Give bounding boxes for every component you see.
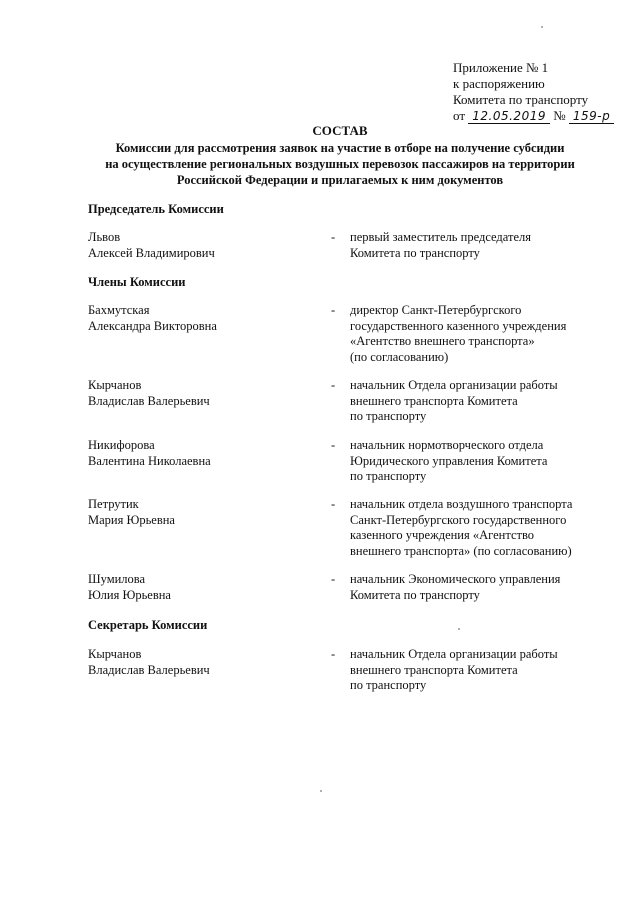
position-line: Комитета по транспорту	[350, 245, 480, 260]
appendix-line-1: Приложение № 1	[453, 60, 549, 75]
title-line-1: Комиссии для рассмотрения заявок на участие в отборе на получение субсидии	[115, 141, 565, 155]
given-names: Алексей Владимирович	[88, 245, 215, 260]
position-line: внешнего транспорта Комитета	[350, 662, 518, 677]
given-names: Валентина Николаевна	[88, 453, 211, 468]
title-heading: СОСТАВ	[312, 123, 368, 138]
appendix-line-3: Комитета по транспорту	[453, 92, 589, 107]
position-line: Комитета по транспорту	[350, 587, 480, 602]
person-position	[350, 647, 610, 694]
person-position	[350, 378, 610, 425]
person-name	[88, 572, 318, 603]
position-line: по транспорту	[350, 678, 427, 692]
person-name	[88, 378, 318, 409]
date-prefix: от	[453, 108, 466, 123]
number-prefix: №	[553, 108, 566, 123]
person-name	[88, 647, 318, 678]
document-title	[40, 123, 640, 188]
dash-separator: -	[331, 378, 336, 392]
person-name	[88, 497, 318, 528]
given-names: Владислав Валерьевич	[88, 393, 210, 408]
dash-separator: -	[331, 230, 336, 244]
position-line: по транспорту	[350, 409, 427, 423]
position-line: по транспорту	[350, 469, 427, 483]
title-line-2: на осуществление региональных воздушных перевозок пассажиров на территории	[105, 157, 575, 171]
position-line: государственного казенного учреждения	[350, 318, 567, 333]
person-name	[88, 230, 318, 261]
given-names: Мария Юрьевна	[88, 512, 175, 527]
position-line: внешнего транспорта Комитета	[350, 393, 518, 408]
position-line: первый заместитель председателя	[350, 230, 531, 244]
dash-separator: -	[331, 497, 336, 511]
position-line: Санкт-Петербургского государственного	[350, 512, 567, 527]
position-line: «Агентство внешнего транспорта»	[350, 334, 535, 348]
position-line: начальник Отдела организации работы	[350, 378, 558, 392]
title-line-3: Российской Федерации и прилагаемых к ним документов	[176, 173, 504, 187]
scan-speck	[458, 628, 460, 630]
surname: Львов	[88, 230, 121, 244]
surname: Петрутик	[88, 497, 139, 511]
dash-separator: -	[331, 647, 336, 661]
dash-separator: -	[331, 572, 336, 586]
person-position	[350, 438, 610, 485]
position-line: внешнего транспорта» (по согласованию)	[350, 543, 572, 558]
surname: Бахмутская	[88, 303, 150, 317]
surname: Кырчанов	[88, 647, 142, 661]
surname: Никифорова	[88, 438, 155, 452]
scan-speck	[541, 26, 543, 28]
person-position	[350, 303, 610, 365]
position-line: начальник Экономического управления	[350, 572, 561, 586]
person-position	[350, 572, 610, 603]
person-position	[350, 230, 610, 261]
given-names: Александра Викторовна	[88, 318, 217, 333]
person-position	[350, 497, 610, 559]
position-line: (по согласованию)	[350, 349, 449, 364]
surname: Шумилова	[88, 572, 146, 586]
section-chairman: Председатель Комиссии	[88, 202, 224, 216]
dash-separator: -	[331, 303, 336, 317]
handwritten-date: 12.05.2019	[468, 109, 550, 124]
person-name	[88, 303, 318, 334]
section-secretary: Секретарь Комиссии	[88, 618, 208, 632]
person-name	[88, 438, 318, 469]
appendix-date-line	[453, 108, 614, 124]
dash-separator: -	[331, 438, 336, 452]
position-line: начальник Отдела организации работы	[350, 647, 558, 661]
position-line: казенного учреждения «Агентство	[350, 528, 535, 542]
section-members: Члены Комиссии	[88, 275, 186, 289]
handwritten-number: 159-р	[569, 109, 614, 124]
surname: Кырчанов	[88, 378, 142, 392]
position-line: Юридического управления Комитета	[350, 453, 548, 468]
given-names: Юлия Юрьевна	[88, 587, 171, 602]
appendix-line-2: к распоряжению	[453, 76, 545, 91]
position-line: директор Санкт-Петербургского	[350, 303, 522, 317]
position-line: начальник отдела воздушного транспорта	[350, 497, 573, 511]
scan-speck	[320, 790, 322, 792]
appendix-block	[453, 60, 614, 124]
given-names: Владислав Валерьевич	[88, 662, 210, 677]
position-line: начальник нормотворческого отдела	[350, 438, 544, 452]
